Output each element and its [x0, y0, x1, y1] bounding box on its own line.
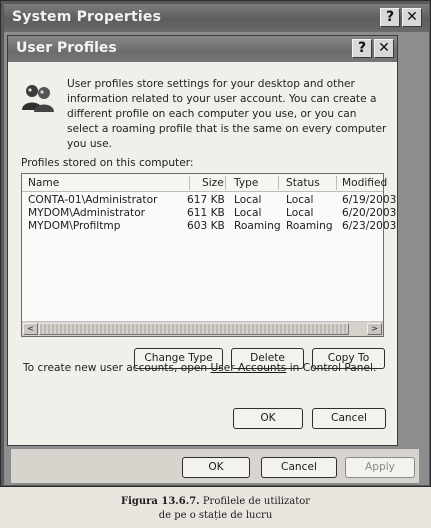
change-type-button[interactable]: Change Type — [134, 348, 223, 369]
profile-type: Local — [234, 194, 262, 206]
dialog-cancel-button[interactable]: Cancel — [312, 408, 386, 429]
column-modified[interactable]: Modified — [342, 177, 388, 189]
profile-size: 617 KB — [187, 194, 225, 206]
profile-status: Roaming — [286, 220, 333, 232]
copy-to-button[interactable]: Copy To — [312, 348, 385, 369]
scroll-left-icon[interactable]: < — [23, 323, 38, 335]
horizontal-scrollbar[interactable] — [22, 321, 383, 336]
system-properties-titlebar — [4, 4, 429, 32]
profiles-list-header — [22, 174, 388, 192]
profile-type: Roaming — [234, 220, 281, 232]
profile-status: Local — [286, 194, 314, 206]
apply-button[interactable]: Apply — [345, 457, 415, 478]
figure-caption — [0, 495, 431, 523]
close-icon[interactable]: ✕ — [402, 8, 422, 27]
profiles-list[interactable] — [21, 173, 397, 337]
caption-line-1 — [0, 495, 431, 509]
system-properties-title: System Properties — [12, 9, 162, 25]
delete-button[interactable]: Delete — [231, 348, 304, 369]
caption-line-2: de pe o stație de lucru — [158, 510, 273, 521]
ok-button[interactable]: OK — [182, 457, 250, 478]
profile-name: MYDOM\Administrator — [28, 207, 146, 219]
scroll-thumb[interactable] — [39, 323, 349, 335]
profile-modified: 6/19/2003 — [342, 194, 397, 206]
user-profiles-icon — [20, 82, 56, 112]
cancel-button[interactable]: Cancel — [261, 457, 337, 478]
control-panel-text — [23, 362, 376, 374]
profile-size: 611 KB — [187, 207, 225, 219]
help-icon[interactable]: ? — [380, 8, 400, 27]
user-profiles-title: User Profiles — [16, 40, 117, 56]
dialog-ok-button[interactable]: OK — [233, 408, 303, 429]
caption-figure-number: Figura 13.6.7. — [120, 496, 200, 507]
profile-modified: 6/23/2003 — [342, 220, 397, 232]
scroll-right-icon[interactable]: > — [367, 323, 382, 335]
user-profiles-titlebar — [8, 36, 397, 62]
profile-name: MYDOM\Profiltmp — [28, 220, 121, 232]
profile-row[interactable] — [22, 194, 397, 207]
control-panel-text-after: in Control Panel. — [286, 362, 377, 374]
column-size[interactable]: Size — [202, 177, 224, 189]
profiles-list-label: Profiles stored on this computer: — [21, 157, 194, 169]
dialog-help-icon[interactable]: ? — [352, 39, 372, 58]
dialog-close-icon[interactable]: ✕ — [374, 39, 394, 58]
system-properties-footer — [11, 449, 419, 483]
user-profiles-dialog — [7, 35, 398, 446]
profile-row[interactable] — [22, 207, 397, 220]
profile-name: CONTA-01\Administrator — [28, 194, 158, 206]
caption-text-1: Profilele de utilizator — [199, 496, 311, 507]
profile-status: Local — [286, 207, 314, 219]
column-status[interactable]: Status — [286, 177, 320, 189]
column-type[interactable]: Type — [234, 177, 259, 189]
profile-row[interactable] — [22, 220, 397, 233]
profile-size: 603 KB — [187, 220, 225, 232]
control-panel-text-before: To create new user accounts, open — [23, 362, 211, 374]
user-profiles-content — [8, 62, 397, 445]
column-name[interactable]: Name — [28, 177, 60, 189]
profile-modified: 6/20/2003 — [342, 207, 397, 219]
profile-type: Local — [234, 207, 262, 219]
intro-text: User profiles store settings for your desktop and other information related to your user account. You can create a different profile on each computer you use, or you can select a roaming profile that is the same on every computer you use. — [67, 78, 387, 150]
user-accounts-link[interactable]: User Accounts — [210, 362, 287, 374]
